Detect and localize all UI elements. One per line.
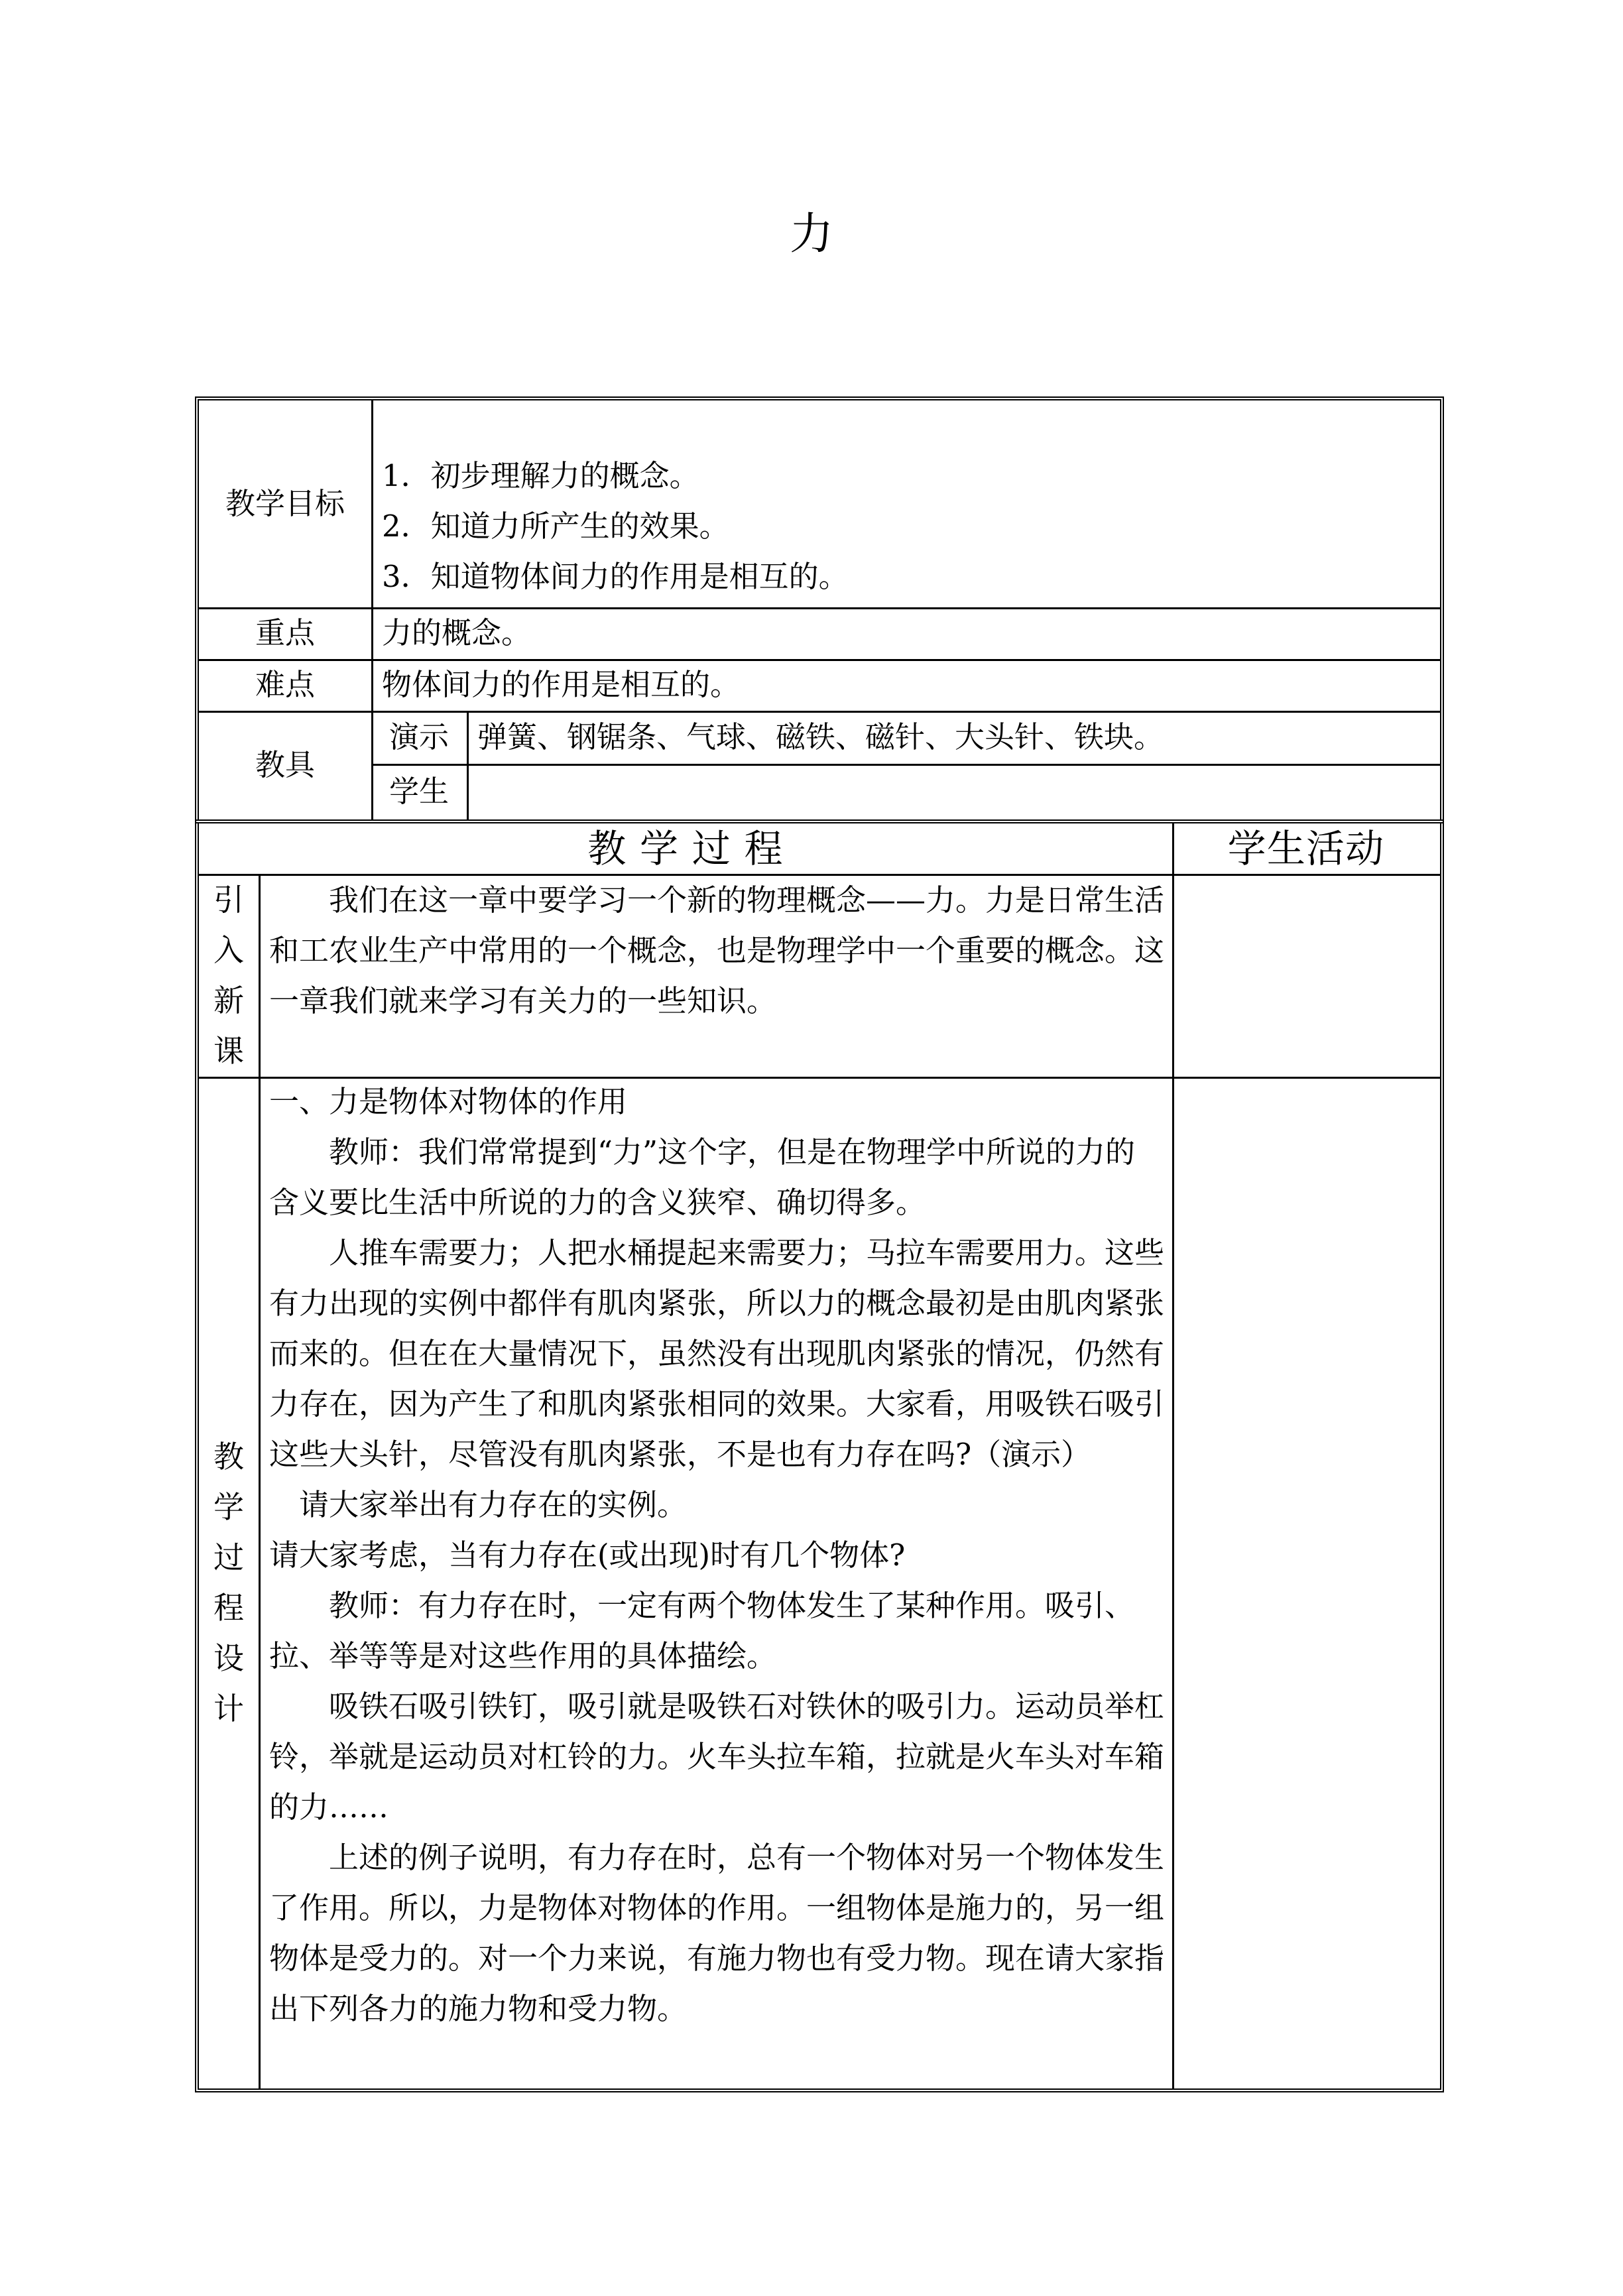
design-paragraph: 教师：我们常常提到“力”这个字，但是在物理学中所说的力的含义要比生活中所说的力的含义狭窄、确切得多。 [269, 1134, 1136, 1220]
design-label-char: 学 [213, 1489, 244, 1525]
design-label-char: 计 [213, 1691, 244, 1726]
objectives-list [382, 451, 1429, 603]
design-stage-label [199, 1077, 259, 2088]
design-label-char: 程 [213, 1590, 244, 1626]
section-heading: 一、力是物体对物体的作用 [269, 1084, 628, 1119]
intro-text-cell [269, 874, 1164, 1077]
demo-label: 演示 [389, 719, 449, 755]
intro-label-char: 课 [213, 1033, 244, 1069]
objective-item-3: 3．知道物体间力的作用是相互的。 [382, 559, 849, 594]
design-student-activity [1172, 1077, 1440, 2088]
student-label: 学生 [389, 774, 449, 809]
design-paragraph: 上述的例子说明，有力存在时，总有一个物体对另一个物体发生了作用。所以，力是物体对物体的作用。一组物体是施力的，另一组物体是受力的。对一个力来说，有施力物也有受力物。现在请大家指出下列各力的施力物和受力物。 [269, 1840, 1165, 2026]
header-student-activity: 学生活动 [1227, 826, 1385, 871]
objective-item-2: 2．知道力所产生的效果。 [382, 509, 729, 544]
demo-items: 弹簧、钢锯条、气球、磁铁、磁针、大头针、铁块。 [477, 719, 1164, 755]
intro-label-char: 引 [213, 882, 244, 918]
design-paragraph: 教师：有力存在时，一定有两个物体发生了某种作用。吸引、拉、举等等是对这些作用的具体描绘。 [269, 1588, 1135, 1673]
page-title: 力 [790, 208, 833, 259]
design-label-char: 教 [213, 1439, 244, 1475]
student-items [477, 764, 1432, 819]
divider-tools-sub-column [467, 711, 469, 819]
intro-student-activity [1172, 874, 1440, 1077]
tools-label: 教具 [255, 747, 315, 782]
intro-label-char: 新 [213, 983, 244, 1018]
intro-paragraph: 我们在这一章中要学习一个新的物理概念——力。力是日常生活和工农业生产中常用的一个概念，也是物理学中一个重要的概念。这一章我们就来学习有关力的一些知识。 [269, 882, 1165, 1018]
difficulty-label: 难点 [255, 667, 315, 702]
design-paragraph: 吸铁石吸引铁钉，吸引就是吸铁石对铁休的吸引力。运动员举杠铃，举就是运动员对杠铃的力。火车头拉车箱，拉就是火车头对车箱的力…… [269, 1689, 1165, 1825]
design-paragraph: 请大家考虑，当有力存在(或出现)时有几个物体? [269, 1538, 906, 1573]
difficulty-text: 物体间力的作用是相互的。 [382, 667, 741, 702]
key-point-label: 重点 [255, 615, 315, 650]
design-label-char: 过 [213, 1540, 244, 1575]
lesson-plan-table [195, 396, 1444, 823]
design-paragraph: 请大家举出有力存在的实例。 [299, 1487, 688, 1522]
design-text-cell [269, 1077, 1164, 2088]
objectives-label: 教学目标 [225, 486, 345, 521]
intro-stage-label [199, 874, 259, 1077]
divider-stage-column [259, 874, 261, 2088]
intro-label-char: 入 [213, 932, 244, 968]
design-label-char: 设 [213, 1640, 244, 1676]
key-point-text: 力的概念。 [382, 615, 532, 650]
design-paragraph: 人推车需要力；人把水桶提起来需要力；马拉车需要用力。这些有力出现的实例中都伴有肌肉紧张，所以力的概念最初是由肌肉紧张而来的。但在在大量情况下，虽然没有出现肌肉紧张的情况，仍然有力存在，因为产生了和肌肉紧张相同的效果。大家看，用吸铁石吸引这些大头针，尽管没有肌肉紧张，不是也有力存在吗?（演示） [269, 1235, 1165, 1472]
teaching-process-table [195, 819, 1444, 2092]
objective-item-1: 1．初步理解力的概念。 [382, 458, 699, 493]
header-process: 教 学 过 程 [587, 826, 784, 871]
